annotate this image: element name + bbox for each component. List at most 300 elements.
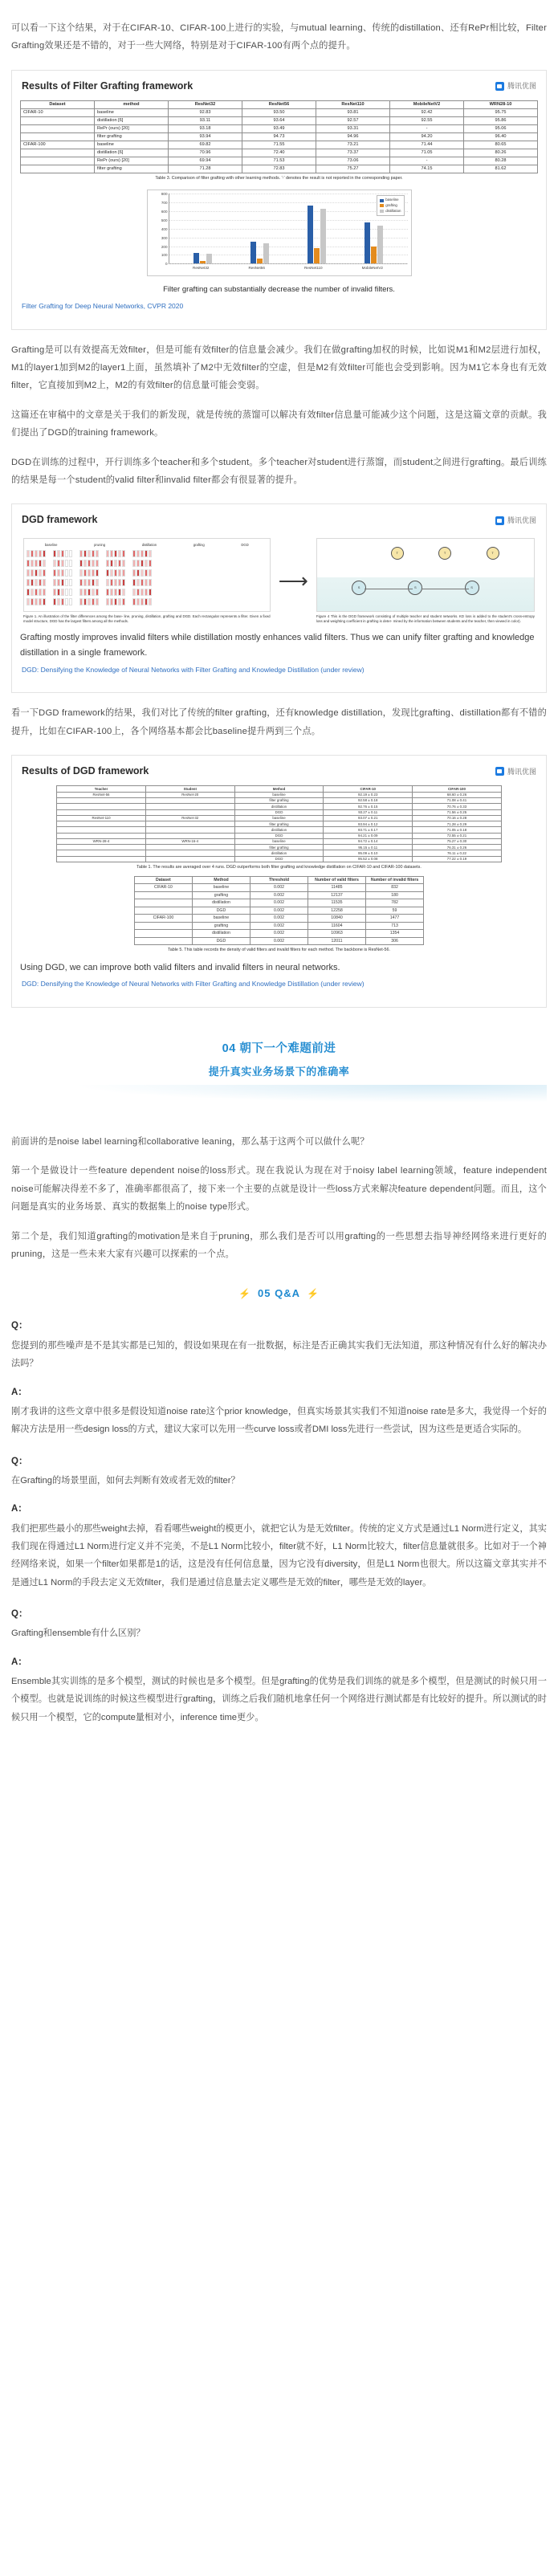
- table-cell: baseline: [234, 792, 324, 797]
- cell: [21, 157, 95, 165]
- filter-row: [26, 560, 267, 567]
- filter-block: [92, 598, 95, 605]
- cell: 92.57: [316, 116, 390, 124]
- table-cell: [134, 907, 192, 915]
- paragraph-future-3: 第二个是，我们知道grafting的motivation是来自于pruning，那么我们是否可以用grafting的一些思想去指导神经网络来进行更好的pruning，这是一些未来大家有兴趣可以探索的一个点。: [11, 1231, 547, 1259]
- figure-header: [12, 71, 546, 100]
- filter-block: [110, 550, 113, 557]
- table-cell: DGD: [234, 856, 324, 862]
- cell: 93.94: [169, 132, 242, 141]
- filter-block: [132, 560, 136, 567]
- cell: 73.21: [316, 141, 390, 149]
- table-row: [57, 804, 502, 809]
- brand-logo: [495, 765, 536, 779]
- filter-block: [65, 569, 68, 577]
- cell: 92.42: [390, 108, 464, 116]
- answer-text: Ensemble其实训练的是多个模型，测试的时候也是多个模型。但是grafting的优势是我们训练的就是多个模型，但是测试的时候只用一个模型。也就是说训练的时候这些模型进行grafting，训练之后我们随机地拿任何一个网络进行测试都是有比较好的提升。所以测试的时候只用一个模型，它的compute量相对小，inference time更少。: [11, 1677, 547, 1722]
- table-cell: 11485: [308, 884, 366, 892]
- filter-block: [69, 589, 72, 596]
- chart-x-tick: ResNet32: [193, 266, 210, 271]
- chart-bar: [257, 259, 263, 264]
- chart-x-tick: ResNet56: [248, 266, 265, 271]
- filter-block: [110, 598, 113, 605]
- filter-block: [79, 589, 83, 596]
- question-label: Q：: [11, 1609, 28, 1620]
- dgd-note: Grafting mostly improves invalid filters while distillation mostly enhances valid filters. Thus we can unify filter grafting and knowledge distillation in a single framework.: [20, 633, 535, 658]
- dgd-results-note: Using DGD, we can improve both valid filters and invalid filters in neural networks.: [20, 962, 340, 972]
- question-text: 在Grafting的场景里面，如何去判断有效或者无效的filter？: [11, 1475, 240, 1486]
- filter-block: [122, 569, 125, 577]
- table-cell: 713: [366, 922, 424, 930]
- table-header-cell: CIFAR-100: [413, 786, 502, 792]
- th-3: ResNet56: [242, 100, 316, 108]
- table-row: [57, 797, 502, 803]
- filter-block: [31, 579, 34, 586]
- chart-bar: [320, 209, 326, 263]
- filter-block: [145, 569, 148, 577]
- figure-body: [12, 100, 546, 329]
- table-header-row: [134, 876, 423, 884]
- chart-bar: [314, 248, 320, 264]
- filter-block: [96, 589, 99, 596]
- filter-block: [43, 589, 46, 596]
- legend-label: distillation: [385, 208, 401, 213]
- filter-block: [132, 598, 136, 605]
- paragraph-future-1: 前面讲的是noise label learning和collaborative leaning，那么基于这两个可以做什么呢？: [11, 1136, 369, 1147]
- filter-cell: [106, 550, 125, 557]
- filter-block: [136, 560, 140, 567]
- table-header-cell: Method: [192, 876, 250, 884]
- filter-cell: [26, 579, 46, 586]
- table-cell: 92.19 ± 0.23: [324, 792, 413, 797]
- qa-list: [11, 1318, 547, 1726]
- table-cell: [145, 797, 234, 803]
- table-row: [134, 930, 423, 938]
- filter-block: [145, 579, 148, 586]
- table-cell: 94.72 ± 0.14: [324, 838, 413, 844]
- table-header-cell: Method: [234, 786, 324, 792]
- filter-block: [61, 589, 64, 596]
- cell: 72.83: [242, 165, 316, 173]
- filter-block: [96, 598, 99, 605]
- cell: distillation [6]: [95, 149, 169, 157]
- filter-block: [57, 550, 60, 557]
- answer-label: A：: [11, 1387, 27, 1397]
- cell: CIFAR-100: [21, 141, 95, 149]
- chart-bar-group: [308, 194, 326, 263]
- table-cell: 76.31 ± 0.26: [413, 845, 502, 850]
- col-label: DGD: [241, 542, 249, 547]
- filter-block: [132, 550, 136, 557]
- bar-chart: [147, 190, 412, 276]
- arrow-icon: ⟶: [278, 569, 308, 593]
- table-header-cell: CIFAR-10: [324, 786, 413, 792]
- chart-bar: [200, 261, 206, 264]
- filter-block: [114, 569, 117, 577]
- table-cell: baseline: [192, 915, 250, 923]
- filter-block: [31, 550, 34, 557]
- th-1: method: [95, 100, 169, 108]
- section-divider: [11, 1029, 547, 1119]
- table-cell: 75.27 ± 0.30: [413, 838, 502, 844]
- filter-block: [118, 598, 121, 605]
- table-cell: [145, 850, 234, 856]
- filter-block: [141, 550, 144, 557]
- filter-block: [145, 589, 148, 596]
- table-cell: 0.002: [250, 930, 308, 938]
- filter-block: [39, 550, 42, 557]
- table-row: [134, 915, 423, 923]
- filter-block: [53, 560, 56, 567]
- figure-header: [12, 504, 546, 534]
- table-cell: 0.002: [250, 937, 308, 945]
- brand-logo: [495, 79, 536, 93]
- filter-cell: [132, 579, 152, 586]
- table-cell: WRN-28-4: [57, 838, 146, 844]
- brand-label: 腾讯优图: [507, 82, 536, 91]
- th-5: MobileNetV2: [390, 100, 464, 108]
- table-cell: [145, 804, 234, 809]
- chart-plot-area: [161, 192, 408, 267]
- table-row: [21, 108, 538, 116]
- table-cell: [57, 804, 146, 809]
- filter-block: [88, 589, 91, 596]
- table-row: [21, 132, 538, 141]
- cell: 71.28: [169, 165, 242, 173]
- filter-block: [61, 560, 64, 567]
- cell: 70.96: [169, 149, 242, 157]
- cell: 93.50: [242, 108, 316, 116]
- cell: 71.55: [242, 141, 316, 149]
- cell: filter grafting: [95, 132, 169, 141]
- filter-block: [114, 560, 117, 567]
- filter-block: [53, 598, 56, 605]
- paragraph-future-2: 第一个是做设计一些feature dependent noise的loss形式。现在我说认为现在对于noisy label learning领域，feature independent noise可能解决得差不多了，准确率都很高了，接下来一个主要的点就是设计一些loss方式来解决feature dependent问题。而且，这个问题是真实的业务场景、真实的数据集上的noise type形式。: [11, 1166, 547, 1213]
- col-label: grafting: [193, 542, 205, 547]
- table-cell: 782: [366, 899, 424, 907]
- table-cell: baseline: [234, 838, 324, 844]
- filter-block: [149, 579, 152, 586]
- cell: baseline: [95, 141, 169, 149]
- filter-block: [122, 560, 125, 567]
- chart-y-tick: 0: [165, 262, 168, 267]
- filter-block: [145, 550, 148, 557]
- filter-cell: [53, 550, 72, 557]
- filter-block: [88, 560, 91, 567]
- cell: 94.20: [390, 132, 464, 141]
- figure-source-caption: DGD: Densifying the Knowledge of Neural Networks with Filter Grafting and Knowledge Distillation (under review): [22, 665, 365, 674]
- filter-row: [26, 550, 267, 557]
- filter-block: [141, 579, 144, 586]
- chart-bar-groups: [169, 194, 408, 263]
- legend-swatch: [380, 199, 384, 202]
- table-cell: 0.002: [250, 915, 308, 923]
- filter-cell: [53, 560, 72, 567]
- filter-cell: [132, 589, 152, 596]
- teacher-node: T: [391, 547, 404, 560]
- cell: [21, 124, 95, 132]
- filter-block: [69, 550, 72, 557]
- filter-block: [110, 569, 113, 577]
- table-cell: DGD: [192, 907, 250, 915]
- table-cell: [57, 797, 146, 803]
- filter-block: [114, 550, 117, 557]
- filter-block: [149, 589, 152, 596]
- cell: distillation [6]: [95, 116, 169, 124]
- table-row: [57, 815, 502, 821]
- filter-block: [57, 569, 60, 577]
- filter-block: [106, 598, 109, 605]
- cell: 93.18: [169, 124, 242, 132]
- filter-row: [26, 569, 267, 577]
- chart-bar: [206, 254, 212, 263]
- table-cell: 92.58 ± 0.18: [324, 797, 413, 803]
- filter-block: [65, 550, 68, 557]
- filter-block: [92, 579, 95, 586]
- dgd-panel-b: [316, 538, 535, 625]
- filter-block: [61, 550, 64, 557]
- table-cell: 68.60 ± 0.26: [413, 792, 502, 797]
- filter-block: [106, 550, 109, 557]
- student-node: S: [408, 581, 422, 595]
- dgd-density-table: [134, 876, 424, 946]
- filter-cell: [132, 560, 152, 567]
- filter-block: [83, 569, 87, 577]
- filter-block: [35, 569, 38, 577]
- filter-block: [141, 589, 144, 596]
- filter-block: [57, 560, 60, 567]
- cell: [21, 165, 95, 173]
- filter-block: [132, 589, 136, 596]
- filter-cell: [26, 560, 46, 567]
- legend-label: baseline: [385, 198, 399, 202]
- filter-block: [122, 589, 125, 596]
- filter-block: [26, 598, 30, 605]
- brand-icon: [495, 767, 504, 776]
- cell: 71.05: [390, 149, 464, 157]
- question-label: Q：: [11, 1456, 28, 1466]
- table-cell: 11535: [308, 899, 366, 907]
- cell: 69.94: [169, 157, 242, 165]
- question-text: 您提到的那些噪声是不是其实都是已知的，假设如果现在有一批数据，标注是否正确其实我们无法知道，那这种情况有什么好的解决办法吗？: [11, 1340, 547, 1369]
- table-row: [21, 116, 538, 124]
- figure-body: [12, 535, 546, 693]
- table-cell: distillation: [234, 827, 324, 833]
- table-cell: [145, 827, 234, 833]
- table-cell: filter grafting: [234, 797, 324, 803]
- cell: 71.44: [390, 141, 464, 149]
- question-text: Grafting和ensemble有什么区别？: [11, 1628, 145, 1639]
- filter-cell: [26, 569, 46, 577]
- figure-title: DGD framework: [22, 514, 98, 526]
- cell: [21, 149, 95, 157]
- filter-block: [53, 569, 56, 577]
- answer-label: A：: [11, 1657, 27, 1667]
- student-node: S: [465, 581, 479, 595]
- filter-block: [53, 550, 56, 557]
- cell: 71.53: [242, 157, 316, 165]
- brand-logo: [495, 514, 536, 528]
- table-cell: 76.11 ± 0.22: [413, 850, 502, 856]
- filter-block: [43, 598, 46, 605]
- filter-block: [83, 598, 87, 605]
- table-cell: 92.76 ± 0.15: [324, 804, 413, 809]
- table-cell: [57, 845, 146, 850]
- filter-cell: [79, 579, 99, 586]
- filter-block: [39, 560, 42, 567]
- table-header-cell: Student: [145, 786, 234, 792]
- chart-bar: [365, 222, 370, 264]
- chart-bar: [250, 242, 256, 263]
- filter-block: [106, 560, 109, 567]
- filter-block: [114, 589, 117, 596]
- table-cell: 94.21 ± 0.09: [324, 833, 413, 838]
- filter-block: [106, 579, 109, 586]
- cell: 80.65: [464, 141, 538, 149]
- chart-x-tick: MobileNetV2: [361, 266, 383, 271]
- table-row: [57, 838, 502, 844]
- table-cell: 59: [366, 907, 424, 915]
- table-cell: distillation: [192, 930, 250, 938]
- chart-y-tick: 200: [161, 244, 168, 249]
- filter-block: [31, 598, 34, 605]
- table-cell: 1354: [366, 930, 424, 938]
- filter-block: [149, 550, 152, 557]
- table-header-cell: Number of invalid filters: [366, 876, 424, 884]
- brand-icon: [495, 82, 504, 91]
- cell: 94.96: [316, 132, 390, 141]
- cell: 96.40: [464, 132, 538, 141]
- chart-legend-item: [380, 203, 401, 209]
- table-cell: distillation: [234, 850, 324, 856]
- filter-block: [26, 569, 30, 577]
- section-number-title: 04 朝下一个难题前进: [222, 1042, 336, 1056]
- filter-block: [31, 569, 34, 577]
- table-header-cell: Threshold: [250, 876, 308, 884]
- table-cell: 0.002: [250, 891, 308, 899]
- filter-cell: [53, 598, 72, 605]
- table-cell: 1477: [366, 915, 424, 923]
- table-row: [134, 937, 423, 945]
- cell: 80.26: [464, 149, 538, 157]
- cell: 69.82: [169, 141, 242, 149]
- sparkle-icon: ⚡: [238, 1288, 252, 1300]
- table-cell: 306: [366, 937, 424, 945]
- filter-block: [106, 569, 109, 577]
- filter-block: [136, 569, 140, 577]
- filter-cell: [26, 598, 46, 605]
- table-cell: 12137: [308, 891, 366, 899]
- filter-block: [53, 589, 56, 596]
- cell: 93.49: [242, 124, 316, 132]
- figure-card-dgd-results: [11, 755, 547, 1008]
- filter-block: [88, 550, 91, 557]
- chart-bar: [193, 253, 199, 263]
- table-cell: DGD: [234, 809, 324, 815]
- filter-block: [122, 598, 125, 605]
- table-header-cell: Dataset: [134, 876, 192, 884]
- filter-block: [39, 589, 42, 596]
- filter-cell: [79, 589, 99, 596]
- chart-y-tick: 600: [161, 210, 168, 214]
- table-cell: WRN-16-4: [145, 838, 234, 844]
- table-cell: 0.002: [250, 884, 308, 892]
- chart-bar: [263, 243, 269, 263]
- cell: filter grafting: [95, 165, 169, 173]
- filter-block: [35, 550, 38, 557]
- chart-legend: [377, 195, 404, 216]
- filter-block: [136, 598, 140, 605]
- filter-comparison-diagram: [23, 538, 271, 612]
- cell: -: [390, 157, 464, 165]
- filter-block: [79, 579, 83, 586]
- table-row: [57, 827, 502, 833]
- table-row: [57, 821, 502, 827]
- table-cell: [57, 809, 146, 815]
- filter-block: [145, 598, 148, 605]
- dgd-network-diagram: [316, 538, 535, 612]
- table-cell: baseline: [234, 815, 324, 821]
- dgd-figure-row: [20, 535, 538, 625]
- filter-block: [132, 569, 136, 577]
- figure-title: Results of DGD framework: [22, 765, 149, 777]
- filter-block: [79, 569, 83, 577]
- filter-block: [92, 589, 95, 596]
- table-cell: 0.002: [250, 922, 308, 930]
- table-row: [21, 157, 538, 165]
- legend-label: grafting: [385, 202, 397, 207]
- table-row: [134, 891, 423, 899]
- paragraph-grafting-drawback: Grafting是可以有效提高无效filter，但是可能有效filter的信息量会减少。我们在做grafting加权的时候，比如说M1和M2层进行加权，M1的layer1加到M2的layer1上面，虽然填补了M2中无效filter的空虚，但是M2有效filter可能也会受到影响。因为M1它本身也有无效filter，它直接加到M2上，M2的有效filter的信息量可能会变弱。: [11, 344, 547, 391]
- table-cell: ResNet-56: [57, 792, 146, 797]
- filter-block: [149, 560, 152, 567]
- cell: 75.27: [316, 165, 390, 173]
- table-cell: baseline: [192, 884, 250, 892]
- col-label: baseline: [44, 542, 58, 547]
- filter-block: [57, 579, 60, 586]
- student-band: [317, 577, 534, 611]
- filter-block: [53, 579, 56, 586]
- table-cell: 180: [366, 891, 424, 899]
- figure-source-caption: Filter Grafting for Deep Neural Networks, CVPR 2020: [22, 301, 184, 310]
- filter-cell: [79, 569, 99, 577]
- table-cell: 95.52 ± 0.08: [324, 856, 413, 862]
- filter-block: [65, 598, 68, 605]
- chart-x-axis-labels: [169, 264, 408, 271]
- cell: baseline: [95, 108, 169, 116]
- chart-y-tick: 400: [161, 226, 168, 231]
- qa-section-banner: [11, 1284, 547, 1303]
- table-cell: 93.71 ± 0.17: [324, 827, 413, 833]
- panel-a-caption: Figure 1. An illustration of the filter differences among the base- line, pruning, distillation, grafting and DGD. Each rectangular represents a filter. Given a fixed model structure, DGD has the largest filters among all the methods.: [23, 613, 271, 623]
- chart-y-tick: 300: [161, 235, 168, 240]
- filter-block: [61, 598, 64, 605]
- table-cell: distillation: [192, 899, 250, 907]
- th-6: WRN28-10: [464, 100, 538, 108]
- filter-block: [83, 550, 87, 557]
- cell: 73.06: [316, 157, 390, 165]
- table-header-row: [57, 786, 502, 792]
- filter-cell: [79, 560, 99, 567]
- results-table-filter-grafting: [20, 100, 538, 173]
- chart-legend-item: [380, 198, 401, 203]
- table-cell: 70.76 ± 0.33: [413, 804, 502, 809]
- filter-block: [35, 560, 38, 567]
- panel-b-caption: Figure 4 This is the DGD framework consisting of multiple teacher and student networks. KD loss is added to the student's cross-entropy loss and weighting coefficient in grafting is deter- mined by the information between students and the teacher, then viewed in color).: [316, 613, 535, 623]
- filter-block: [65, 560, 68, 567]
- filter-block: [65, 589, 68, 596]
- chart-bar: [308, 206, 313, 264]
